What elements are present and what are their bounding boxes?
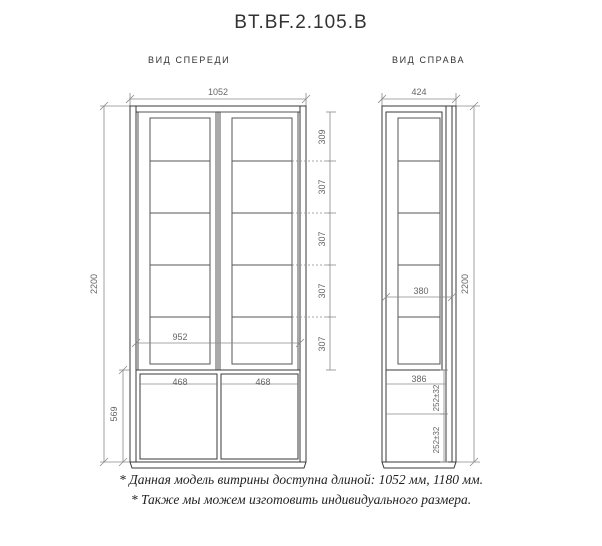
- side-inner-depth-label: 380: [413, 286, 429, 296]
- shelf-spacing-3: 307: [317, 231, 327, 247]
- shelf-spacing-1: 309: [317, 129, 327, 145]
- side-lower-section-1-label: 252±32: [432, 384, 441, 412]
- front-lower-height-label: 569: [109, 406, 119, 422]
- side-depth-label: 424: [411, 87, 427, 97]
- side-view-label: ВИД СПРАВА: [392, 55, 466, 65]
- front-height-label: 2200: [89, 273, 99, 295]
- custom-size-note: * Также мы можем изготовить индивидуального размера.: [130, 492, 472, 507]
- front-lower-height-dimension: [119, 366, 130, 466]
- side-lower-depth-label: 386: [411, 374, 427, 384]
- shelf-spacing-5: 307: [317, 336, 327, 352]
- front-door-right-width: 468: [255, 377, 271, 387]
- availability-note: * Данная модель витрины доступна длиной: 1052 мм, 1180 мм.: [119, 472, 483, 487]
- shelf-spacing-4: 307: [317, 283, 327, 299]
- front-glass-doors: [138, 112, 298, 370]
- front-lower-cabinet: [136, 370, 300, 462]
- front-view-label: ВИД СПЕРЕДИ: [148, 55, 231, 65]
- side-height-label: 2200: [460, 273, 470, 295]
- drawing-title: BT.BF.2.105.B: [234, 12, 368, 33]
- front-door-left-width: 468: [172, 377, 188, 387]
- side-shelves: [398, 118, 440, 364]
- front-view: [89, 87, 336, 468]
- front-inner-width-label: 952: [172, 332, 188, 342]
- side-view: [378, 87, 480, 468]
- shelf-spacing-2: 307: [317, 179, 327, 195]
- front-shelf-spacing-dimensions: [292, 112, 336, 370]
- front-width-label: 1052: [207, 87, 229, 97]
- front-shelves: [150, 161, 292, 317]
- side-lower-section-2-label: 252±32: [432, 426, 441, 454]
